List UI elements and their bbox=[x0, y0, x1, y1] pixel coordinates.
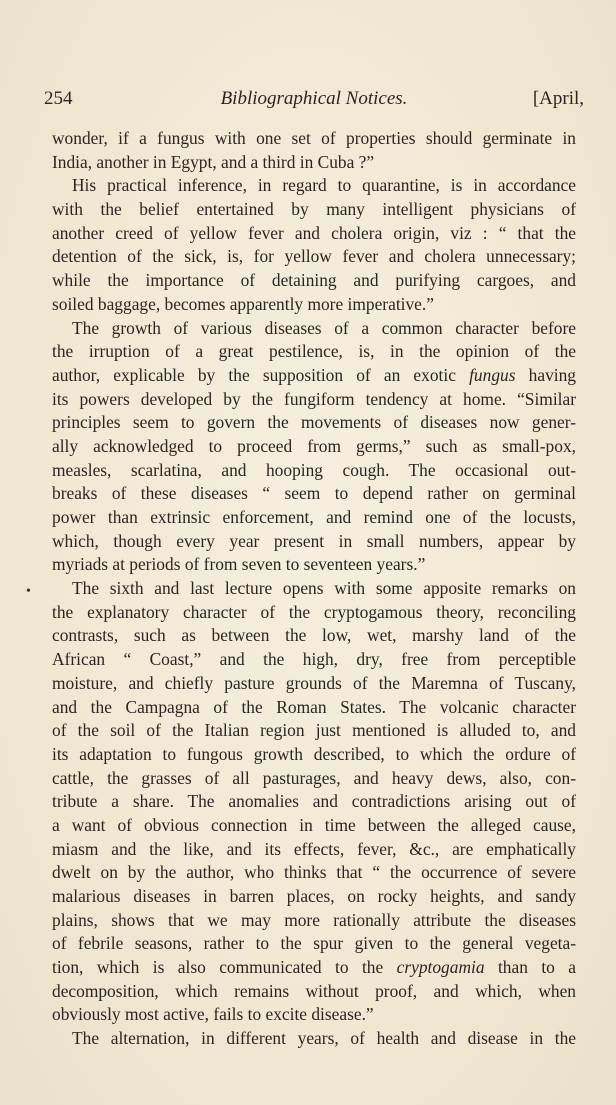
text-line bbox=[52, 293, 576, 317]
text-line bbox=[52, 530, 576, 554]
marginal-asterisk-mark: • bbox=[26, 584, 31, 599]
text-run: His practical inference, in regard to quarantine, is in accordance bbox=[72, 175, 576, 196]
text-line bbox=[52, 459, 576, 483]
text-run: contrasts, such as between the low, wet, marshy land of the bbox=[52, 625, 576, 646]
text-line bbox=[52, 932, 576, 956]
text-run: measles, scarlatina, and hooping cough. The occasional out- bbox=[52, 459, 576, 480]
text-line bbox=[52, 435, 576, 459]
text-run: The growth of various diseases of a common character before bbox=[72, 317, 576, 338]
text-line bbox=[52, 482, 576, 506]
text-line bbox=[52, 909, 576, 933]
text-run: tribute a share. The anomalies and contradictions arising out of bbox=[52, 791, 576, 812]
text-line bbox=[52, 340, 576, 364]
text-run: tion, which is also communicated to the bbox=[52, 957, 397, 978]
text-line bbox=[52, 317, 576, 341]
text-run: principles seem to govern the movements of diseases now gener- bbox=[52, 412, 576, 433]
text-run: which, though every year present in small numbers, appear by bbox=[52, 530, 576, 551]
body-text bbox=[52, 127, 576, 1051]
text-run: myriads at periods of from seven to seventeen years.” bbox=[52, 554, 426, 575]
text-run: soiled baggage, becomes apparently more imperative.” bbox=[52, 293, 434, 314]
text-run: and the Campagna of the Roman States. The volcanic character bbox=[52, 696, 576, 717]
text-run: India, another in Egypt, and a third in Cuba ?” bbox=[52, 151, 375, 172]
text-line bbox=[52, 648, 576, 672]
italic-term: fungus bbox=[469, 364, 516, 385]
running-head bbox=[44, 88, 584, 114]
text-run: wonder, if a fungus with one set of properties should germinate in bbox=[52, 128, 576, 148]
text-run: The alternation, in different years, of health and disease in the bbox=[72, 1028, 576, 1049]
text-run: power than extrinsic enforcement, and remind one of the locusts, bbox=[52, 507, 576, 527]
text-line bbox=[52, 956, 576, 980]
text-run: than to a bbox=[484, 957, 576, 978]
text-line bbox=[52, 790, 576, 814]
text-run: dwelt on by the author, who thinks that “ the occurrence of severe bbox=[52, 862, 576, 883]
text-line bbox=[52, 364, 576, 388]
text-line bbox=[52, 1027, 576, 1051]
text-line bbox=[52, 814, 576, 838]
text-line bbox=[52, 222, 576, 246]
text-run: decomposition, which remains without proof, and which, when bbox=[52, 980, 576, 1001]
text-line bbox=[52, 151, 576, 175]
text-run: author, explicable by the supposition of an exotic bbox=[52, 364, 470, 385]
text-line bbox=[52, 838, 576, 862]
text-run: cattle, the grasses of all pasturages, and heavy dews, also, con- bbox=[52, 767, 576, 788]
text-run: African “ Coast,” and the high, dry, free from perceptible bbox=[52, 649, 576, 670]
text-line bbox=[52, 885, 576, 909]
text-run: moisture, and chiefly pasture grounds of the Maremna of Tuscany, bbox=[52, 672, 576, 693]
text-line bbox=[52, 767, 576, 791]
text-line bbox=[52, 269, 576, 293]
text-line bbox=[52, 719, 576, 743]
running-date: [April, bbox=[532, 88, 584, 109]
text-line bbox=[52, 411, 576, 435]
italic-term: cryptogamia bbox=[396, 957, 485, 978]
text-run: its powers developed by the fungiform tendency at home. “Similar bbox=[52, 388, 576, 409]
text-run: breaks of these diseases “ seem to depend rather on germinal bbox=[52, 483, 576, 504]
text-run: miasm and the like, and its effects, fever, &c., are emphatically bbox=[52, 838, 576, 859]
text-run: the explanatory character of the cryptogamous theory, reconciling bbox=[52, 601, 576, 622]
page-number: 254 bbox=[44, 88, 73, 109]
text-run: plains, shows that we may more rationally attribute the diseases bbox=[52, 909, 576, 930]
text-line bbox=[52, 861, 576, 885]
text-line bbox=[52, 672, 576, 696]
text-line bbox=[52, 980, 576, 1004]
text-line bbox=[52, 174, 576, 198]
text-run: of febrile seasons, rather to the spur given to the general vegeta- bbox=[52, 933, 576, 954]
text-run: ally acknowledged to proceed from germs,” such as small-pox, bbox=[52, 435, 576, 456]
text-run: the irruption of a great pestilence, is, in the opinion of the bbox=[52, 341, 576, 362]
text-run: another creed of yellow fever and cholera origin, viz : “ that the bbox=[52, 222, 576, 243]
text-run: obviously most active, fails to excite disease.” bbox=[52, 1004, 374, 1025]
text-line bbox=[52, 1003, 576, 1027]
text-line bbox=[52, 388, 576, 412]
text-line bbox=[52, 198, 576, 222]
text-run: of the soil of the Italian region just mentioned is alluded to, and bbox=[52, 720, 576, 741]
text-line bbox=[52, 743, 576, 767]
text-run: The sixth and last lecture opens with some apposite remarks on bbox=[72, 578, 576, 599]
text-run: detention of the sick, is, for yellow fever and cholera unnecessary; bbox=[52, 246, 576, 267]
text-run: its adaptation to fungous growth described, to which the ordure of bbox=[52, 743, 576, 764]
text-run: a want of obvious connection in time between the alleged cause, bbox=[52, 814, 576, 835]
text-line bbox=[52, 506, 576, 530]
text-line bbox=[52, 577, 576, 601]
text-line bbox=[52, 245, 576, 269]
text-line bbox=[52, 696, 576, 720]
text-line bbox=[52, 601, 576, 625]
text-run: having bbox=[515, 364, 576, 385]
text-run: malarious diseases in barren places, on rocky heights, and sandy bbox=[52, 886, 576, 906]
text-run: with the belief entertained by many intelligent physicians of bbox=[52, 199, 576, 220]
text-line bbox=[52, 553, 576, 577]
text-line bbox=[52, 624, 576, 648]
running-title: Bibliographical Notices. bbox=[220, 88, 408, 109]
text-run: while the importance of detaining and purifying cargoes, and bbox=[52, 270, 576, 291]
text-line bbox=[52, 127, 576, 151]
